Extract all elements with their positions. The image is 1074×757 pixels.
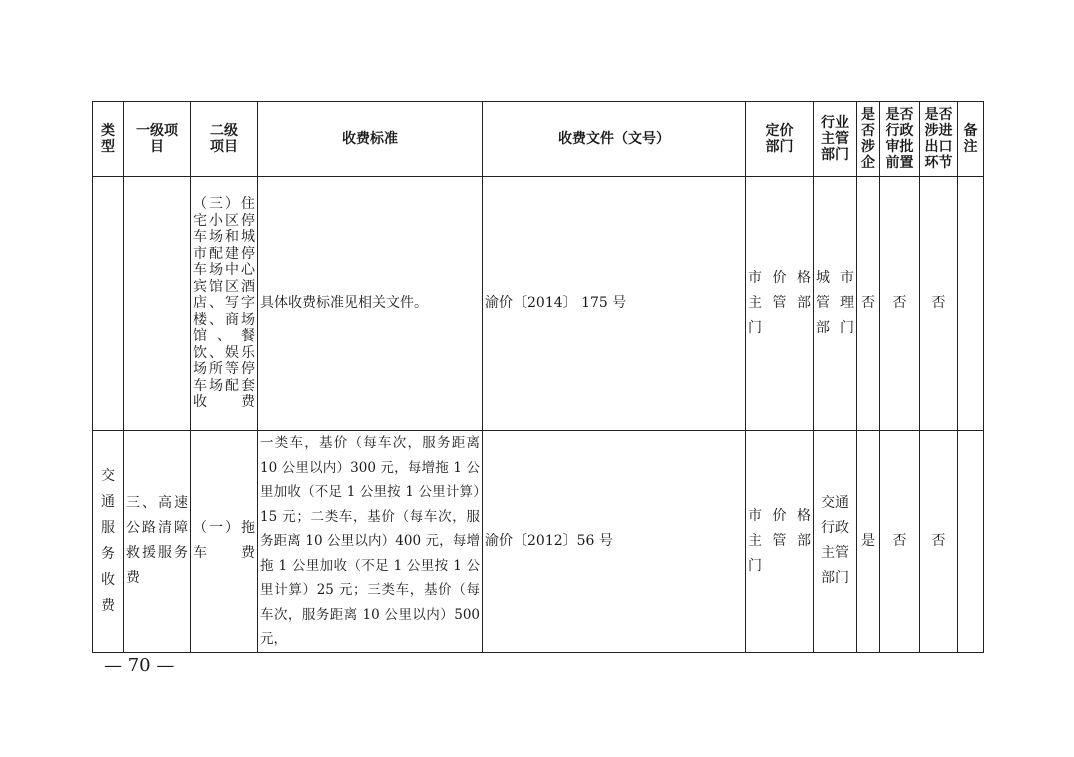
cell-standard: 一类车，基价（每车次，服务距离 10 公里以内）300 元，每增拖 1 公里加收（不足 1 公里按 1 公里计算）15 元；二类车，基价（每车次，服务距离 10 公里以内）400 元，每增拖 1 公里加收（不足 1 公里按 1 公里计算）25 元；三类车，基价（每车次，服务距离 10 公里以内）500 元， [258,431,483,653]
fee-table [92,101,984,653]
cell-import-export: 否 [920,177,958,431]
cell-admin-approval: 否 [880,177,920,431]
page-number: — 70 — [104,655,175,676]
header-involves-enterprise: 是否涉企 [857,102,880,177]
cell-admin-approval: 否 [880,431,920,653]
cell-involves-enterprise: 是 [857,431,880,653]
cell-industry-dept: 交通行政主管部门 [814,431,857,653]
cell-level2: （一）拖车费 [191,431,258,653]
header-type: 类型 [93,102,124,177]
header-document: 收费文件（文号） [483,102,746,177]
cell-pricing-dept: 市 价 格主 管 部门 [746,431,814,653]
header-standard: 收费标准 [258,102,483,177]
header-admin-approval: 是否行政审批前置 [880,102,920,177]
cell-document: 渝价〔2014〕 175 号 [483,177,746,431]
header-level1: 一级项目 [124,102,191,177]
cell-document: 渝价〔2012〕56 号 [483,431,746,653]
cell-remarks [958,177,984,431]
cell-remarks [958,431,984,653]
cell-type: 交通服务收费 [93,431,124,653]
table-row [93,431,984,653]
header-remarks: 备注 [958,102,984,177]
header-pricing-dept: 定价部门 [746,102,814,177]
header-industry-dept: 行业主管部门 [814,102,857,177]
cell-industry-dept: 城 市管 理部门 [814,177,857,431]
header-level2: 二级项目 [191,102,258,177]
cell-level1 [124,177,191,431]
cell-involves-enterprise: 否 [857,177,880,431]
cell-type [93,177,124,431]
cell-level1: 三、高速公路清障救援服务费 [124,431,191,653]
table-row [93,177,984,431]
header-import-export: 是否涉进出口环节 [920,102,958,177]
cell-level2: （三）住宅小区停车场和城市配建停车场中心宾馆区酒店、写字楼、商场馆、餐饮、娱乐场所等停车场配套收费 [191,177,258,431]
cell-pricing-dept: 市 价 格主 管 部门 [746,177,814,431]
header-row [93,102,984,177]
cell-standard: 具体收费标准见相关文件。 [258,177,483,431]
cell-import-export: 否 [920,431,958,653]
